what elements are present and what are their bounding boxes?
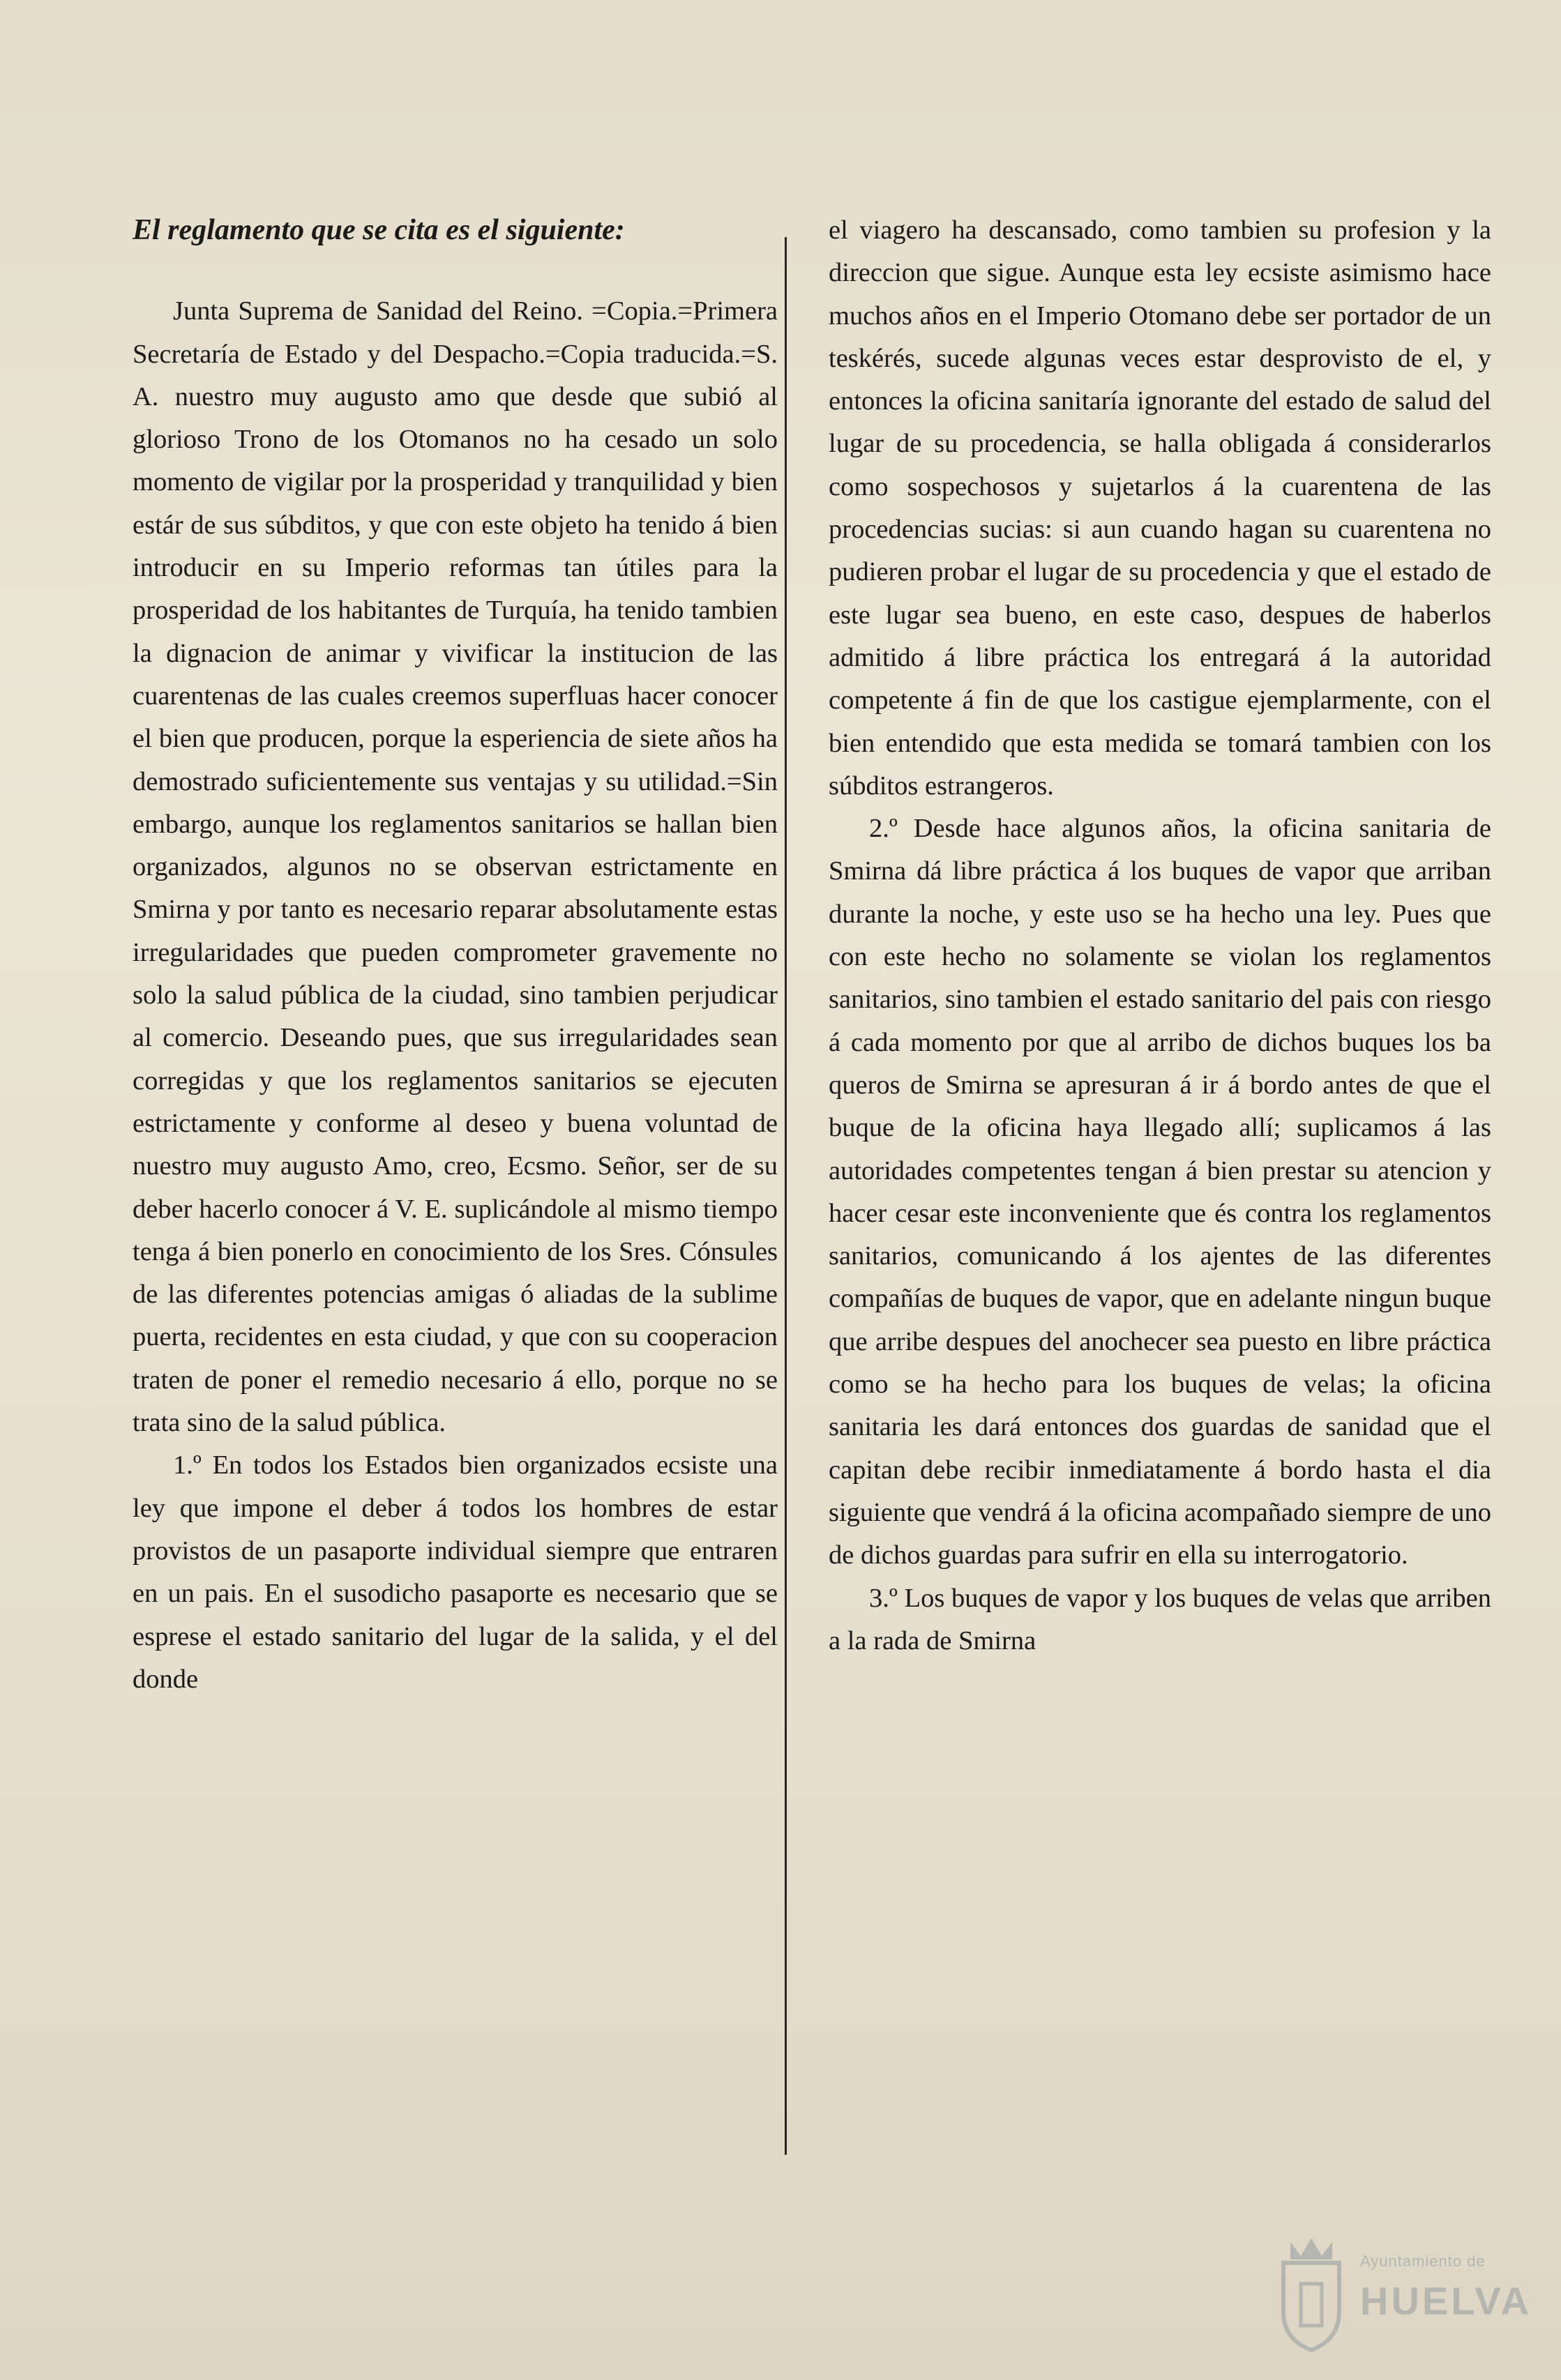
crest-icon [1269, 2235, 1353, 2354]
column-divider [785, 237, 787, 2155]
article-2: 2.º Desde hace algunos años, la oficina sanitaria de Smirna dá libre práctica á los buques de vapor que arriban durante la noche, y este uso se ha hecho una ley. Pues que con este hecho no solamente se violan los reglamentos sanitarios, sino tambien el estado sanitario del pais con riesgo á cada momento por que al arribo de dichos buques los ba queros de Smirna se apresuran á ir á bordo antes de que el buque de la oficina haya llegado allí; suplicamos á las autoridades competentes tengan á bien prestar su atencion y hacer cesar este inconveniente que és contra los reglamentos sanitarios, comunicando á los ajentes de las diferentes compañías de buques de vapor, que en adelante ningun buque que arribe despues del anochecer sea puesto en libre práctica como se ha hecho para los buques de velas; la oficina sanitaria les dará entonces dos guardas de sanidad que el capitan debe recibir inmediatamente á bordo hasta el dia siguiente que vendrá á la oficina acompañado siempre de uno de dichos guardas para sufrir en ella su interrogatorio. [829, 814, 1491, 1570]
article-3-start: 3.º Los buques de vapor y los buques de velas que arriben a la rada de Smirna [829, 1583, 1491, 1655]
huelva-watermark [1269, 2235, 1532, 2357]
right-column [829, 209, 1491, 1662]
intro-paragraph: Junta Suprema de Sanidad del Reino. =Copia.=Primera Secretaría de Estado y del Despacho.=Copia traducida.=S. A. nuestro muy augusto amo que desde que subió al glorioso Trono de los Otomanos no ha cesado un solo momento de vigilar por la prosperidad y tranquilidad y bien estár de sus súbditos, y que con este objeto ha tenido á bien introducir en su Imperio reformas tan útiles para la prosperidad de los habitantes de Turquía, ha tenido tambien la dignacion de animar y vivificar la institucion de las cuarentenas de las cuales creemos superfluas hacer conocer el bien que producen, porque la esperiencia de siete años ha demostrado suficientemente sus ventajas y su utilidad.=Sin embargo, aunque los reglamentos sanitarios se hallan bien organizados, algunos no se observan estrictamente en Smirna y por tanto es necesario reparar absolutamente estas irregularidades que pueden comprometer gravemente no solo la salud pública de la ciudad, sino tambien perjudicar al comercio. Deseando pues, que sus irregularidades sean corregidas y que los reglamentos sanitarios se ejecuten estrictamente y conforme al deseo y buena voluntad de nuestro muy augusto Amo, creo, Ecsmo. Señor, ser de su deber hacerlo conocer á V. E. suplicándole al mismo tiempo tenga á bien ponerlo en conocimiento de los Sres. Cónsules de las diferentes potencias amigas ó aliadas de la sublime puerta, recidentes en esta ciudad, y que con su cooperacion traten de poner el remedio necesario á ello, porque no se trata sino de la salud pública. [133, 296, 778, 1438]
article-1-continuation: el viagero ha descansado, como tambien su profesion y la direccion que sigue. Aunque esta ley ecsiste asimismo hace muchos años en el Imperio Otomano debe ser portador de un teskérés, sucede algunas veces estar desprovisto de el, y entonces la oficina sanitaría ignorante del estado de salud del lugar de su procedencia, se halla obligada á considerarlos como sospechosos y sujetarlos á la cuarentena de las procedencias sucias: si aun cuando hagan su cuarentena no pudieren probar el lugar de su procedencia y que el estado de este lugar sea bueno, en este caso, despues de haberlos admitido á libre práctica los entregará á la autoridad competente á fin de que los castigue ejemplarmente, con el bien entendido que esta medida se tomará tambien con los súbditos estrangeros. [829, 215, 1491, 801]
section-heading: El reglamento que se cita es el siguiente: [133, 214, 625, 246]
article-1-start: 1.º En todos los Estados bien organizados ecsiste una ley que impone el deber á todos los hombres de estar provistos de un pasaporte individual siempre que entraren en un pais. En el susodicho pasaporte es necesario que se esprese el estado sanitario del lugar de la salida, y el del donde [133, 1450, 778, 1694]
left-column [133, 209, 778, 1701]
watermark-main-text: HUELVA [1360, 2279, 1532, 2323]
watermark-top-text: Ayuntamiento de [1360, 2252, 1486, 2270]
